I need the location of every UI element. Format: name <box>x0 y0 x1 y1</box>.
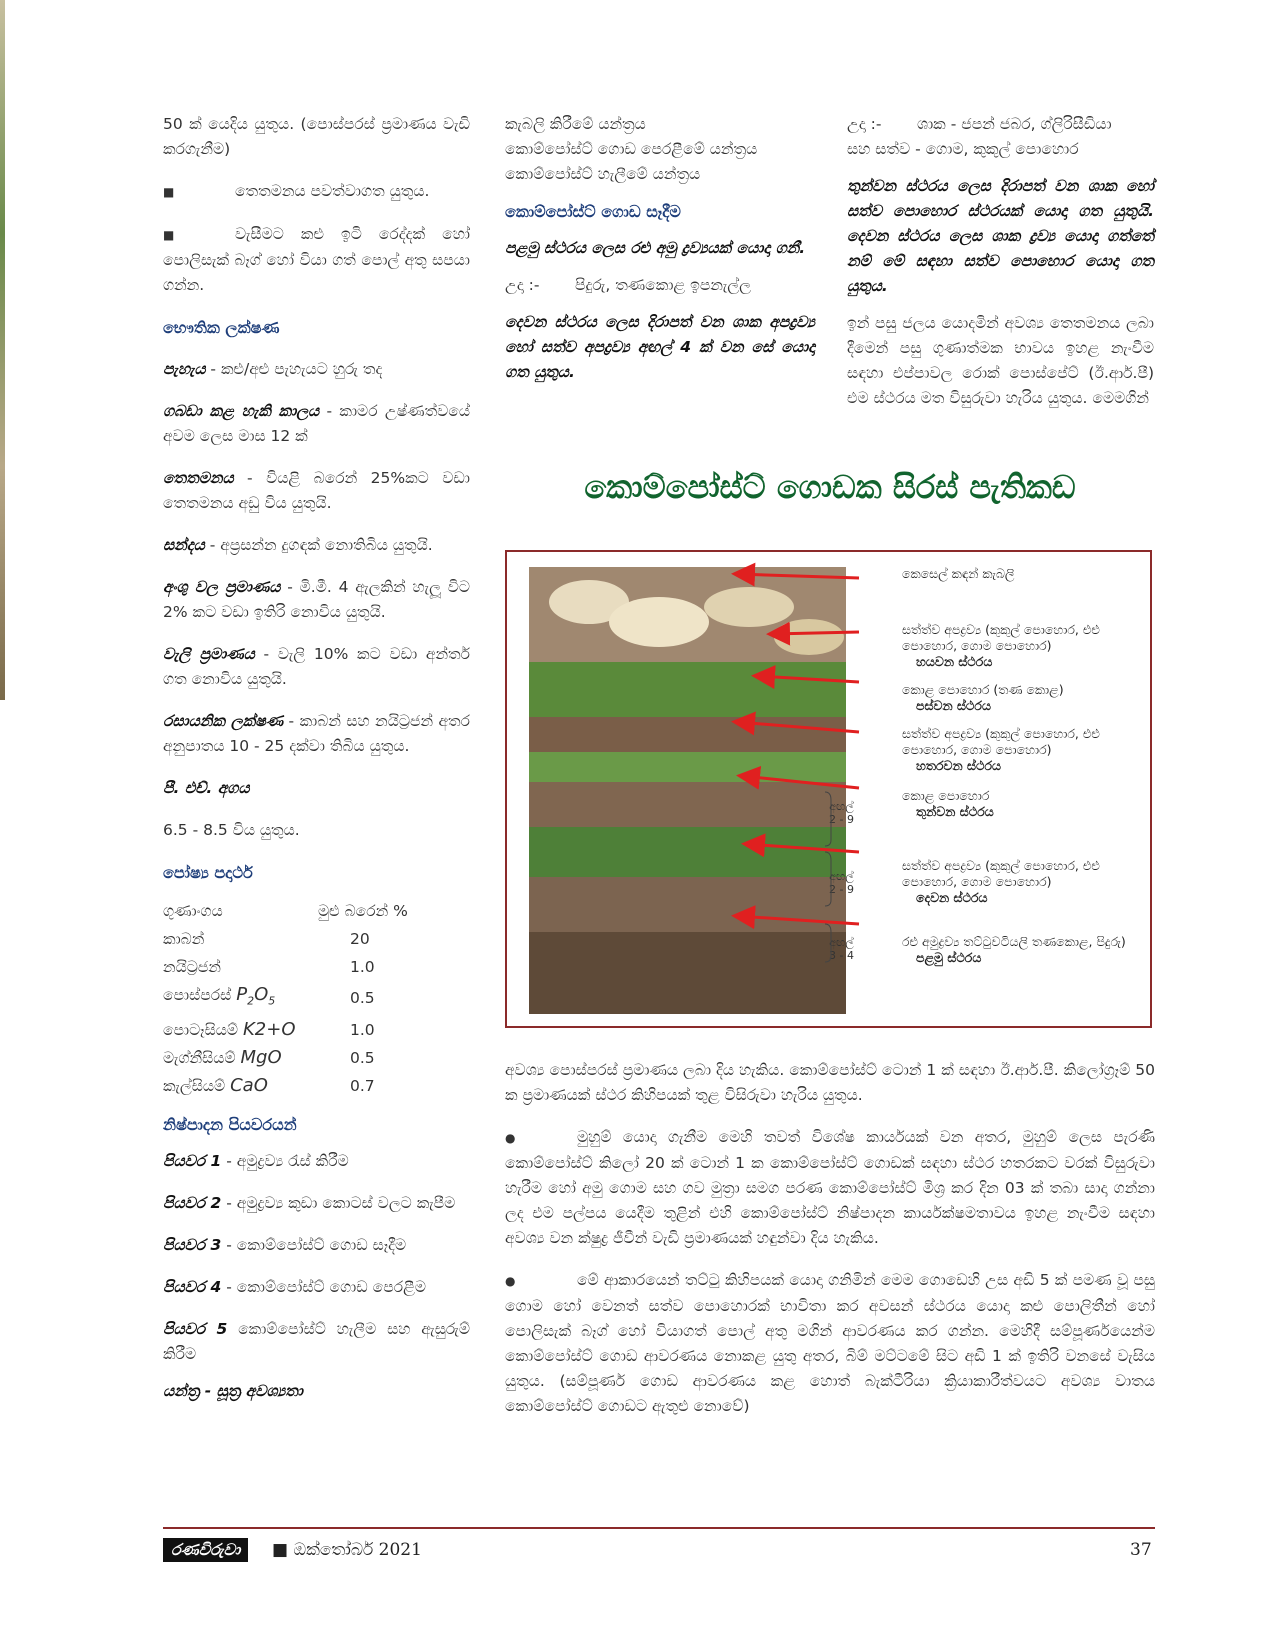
property: වැලි ප්‍රමාණය - වැලි 10% කට වඩා අන්තර් ගත නොවිය යුතුයි. <box>163 645 471 688</box>
step-item: පියවර 5 කොම්පෝස්ට් හැලීම සහ ඇසුරුම් කිරීම <box>163 1319 470 1363</box>
steps-heading: නිෂ්පාදන පියවරයන් <box>163 1114 297 1134</box>
arrow-icon <box>757 676 859 682</box>
layer2-text: දෙවන ස්ථරය ලෙස දිරාපත් වන ශාක අපද්‍රව්‍ය හෝ සත්ව අපද්‍රව්‍ය අඟල් 4 ක් වන සේ යොදා ගත යුතුය. <box>505 313 815 381</box>
table-row: කාබන් 20 <box>163 930 370 948</box>
page-number: 37 <box>1130 1540 1152 1560</box>
table-row: ගුණාංගය මුළු බරෙන් % <box>163 902 408 920</box>
bullet-item: ■ වැසීමට කළු ඉටි රෙද්දක් හෝ පොලිසැක් බෑග් හෝ වියා ගත් පොල් අතු සපයා ගන්න. <box>163 225 470 294</box>
machines-heading: යන්ත්‍ර - සූත්‍ර අවශ්‍යතා <box>163 1381 303 1400</box>
figure-label: කෙසෙල් කඳන් කැබලි <box>902 566 1015 581</box>
erp-dosage-paragraph: අවශ්‍ය පොස්පරස් ප්‍රමාණය ලබා දිය හැකිය. කොම්පෝස්ට් ටොන් 1 ක් සඳහා ඊ.ආර්.පී. කිලෝග්‍රෑම් 50 ක ප්‍රමාණයක් ස්ථර කිහිපයක් තුළ විසිරුවා හැරිය යුතුය. <box>505 1061 1155 1104</box>
footer-divider <box>163 1527 1155 1529</box>
formula: MgO <box>240 1046 282 1068</box>
example-line: උදා :- පිදුරු, තණකොළ ඉපනැල්ල <box>505 276 751 294</box>
column-1 <box>163 112 470 1404</box>
table-row: පොටෑසියම් K2+O 1.0 <box>163 1018 375 1040</box>
bullet-icon: ● <box>505 1274 516 1288</box>
arrow-icon <box>737 722 859 732</box>
arrow-icon <box>737 574 859 578</box>
bullet-icon: ■ <box>163 228 175 242</box>
step-item: පියවර 1 - අමුද්‍රව්‍ය රැස් කිරීම <box>163 1151 349 1170</box>
example-line: සහ සත්ව - ගොම, කුකුල් පොහොර <box>847 140 1079 158</box>
bottom-text <box>505 1058 1155 1419</box>
figure-label: කොළ පොහොර තුන්වන ස්ථරය <box>902 788 994 819</box>
machine-item: කොම්පෝස්ට් හැලීමේ යන්ත්‍රය <box>505 165 701 183</box>
depth-bracket: අඟල් 2 - 9 <box>829 870 854 896</box>
table-row: නයිට්‍රජන් 1.0 <box>163 958 375 976</box>
nutrients-heading: පෝෂ්‍ය පදාර්ථ <box>163 863 253 882</box>
depth-bracket: අඟල් 2 - 9 <box>829 800 854 826</box>
arrow-overlay <box>507 552 1154 1030</box>
property: අංශු වල ප්‍රමාණය - මි.මී. 4 ඇලකින් හැලූ විට 2% කට වඩා ඉතිරි නොවිය යුතුයි. <box>163 578 470 621</box>
arrow-icon <box>737 916 859 924</box>
issue-date: ■ ඔක්තෝබර් 2021 <box>272 1540 422 1560</box>
depth-bracket: අඟල් 3 - 4 <box>829 936 854 962</box>
figure-label: සත්ත්ව අපද්‍රව්‍ය (කුකුල් පොහොර, එළු පොහොර, ගොම පොහොර) දෙවන ස්ථරය <box>902 858 1100 905</box>
property: පැහැය - කළු/අළු පැහැයට හුරු තද <box>163 360 383 378</box>
bracket-shape <box>825 852 831 906</box>
step-item: පියවර 2 - අමුද්‍රව්‍ය කුඩා කොටස් වලට කැපීම <box>163 1193 456 1212</box>
arrow-icon <box>747 844 859 852</box>
physical-heading: භෞතික ලක්ෂණ <box>163 318 280 337</box>
bullet-item: ■ තෙතමනය පවත්වාගත යුතුය. <box>163 179 470 205</box>
step-item: පියවර 3 - කොම්පෝස්ට් ගොඩ සෑදීම <box>163 1235 407 1254</box>
figure-label: සත්ත්ව අපද්‍රව්‍ය (කුකුල් පොහොර, එළු පොහොර, ගොම පොහොර) හයවන ස්ථරය <box>902 622 1100 669</box>
table-row: කැල්සියම් CaO 0.7 <box>163 1074 375 1096</box>
step-item: පියවර 4 - කොම්පෝස්ට් ගොඩ පෙරළීම <box>163 1277 427 1296</box>
arrow-icon <box>772 632 859 634</box>
column-3 <box>847 112 1154 411</box>
intro-text: 50 ක් යෙදිය යුතුය. (පොස්පරස් ප්‍රමාණය වැඩි කරගැනීම) <box>163 115 470 158</box>
compost-profile-figure <box>505 550 1152 1028</box>
machine-item: කොම්පෝස්ට් ගොඩ පෙරළීමේ යන්ත්‍රය <box>505 140 758 158</box>
erp-paragraph: ඉන් පසු ජලය යොදමින් අවශ්‍ය තෙතමනය ලබා දීමෙන් පසු ගුණාත්මක භාවය ඉහළ නැංවීම සඳහා එප්පාවල රොක් පොස්පේට් (ඊ.ආර්.පී) එම ස්ථරය මත විසුරුවා හැරිය යුතුය. මෙමගින් <box>847 314 1154 407</box>
column-2 <box>505 112 815 385</box>
table-row: පොස්පරස් $P_2O_5$ 0.5 <box>163 984 375 1008</box>
property: තෙතමනය - වියළි බරෙන් 25%කට වඩා තෙතමනය අඩු විය යුතුයි. <box>163 469 470 512</box>
ph-label: පී. එච්. අගය <box>163 779 250 797</box>
figure-label: රළු අමුද්‍රව්‍ය තට්ටුවටියලි තණකොළ, පිදුරු) පළමු ස්ථරය <box>902 934 1126 965</box>
magazine-logo: රණවිරුවා <box>163 1538 248 1562</box>
left-edge-strip <box>0 0 5 700</box>
figure-label: කොළ පොහොර (තණ කොළ) පස්වන ස්ථරය <box>902 682 1064 713</box>
arrow-icon <box>742 776 859 788</box>
bullet-icon: ● <box>505 1131 516 1145</box>
property: රසායනික ලක්ෂණ - කාබන් සහ නයිට්‍රජන් අතර අනුපාතය 10 - 25 දක්වා තිබිය යුතුය. <box>163 712 470 755</box>
bullet-item: ● මේ ආකාරයෙන් තට්ටු කිහිපයක් යොදා ගනිමින් මෙම ගොඩෙහි උස අඩි 5 ක් පමණ වූ පසු ගොම හෝ වෙනත් සත්ව පොහොරක් භාවිතා කර අවසන් ස්ථරය යොදා කළු පොලිතීන් හෝ පොලිසැක් බෑග් හෝ වියාගත් පොල් අතු මගින් ආවරණය කර ගන්න. මෙහිදී සම්පූර්ණයෙන්ම කොම්පෝස්ට් ගොඩ ආවරණය නොකළ යුතු අතර, බිම් මට්ටමේ සිට අඩි 1 ක් ඉතිරි වනසේ වැසිය යුතුය. (සම්පූර්ණ ගොඩ ආවරණය කළ හොත් බැක්ටීරියා ක්‍රියාකාරීත්වයට අවශ්‍ය වාතය කොම්පෝස්ට් ගොඩට ඇතුළු නොවේ) <box>505 1271 1155 1415</box>
layer1-text: පළමු ස්ථරය ලෙස රළු අමු ද්‍රව්‍යයක් යොදා ගනී. <box>505 239 806 257</box>
bracket-shape <box>825 792 831 846</box>
property: ගබඩා කළ හැකි කාලය - කාමර උෂ්ණත්වයේ අවම ලෙස මාස 12 ක් <box>163 402 471 445</box>
bullet-item: ● මුහුම් යොදා ගැනීම මෙහි තවත් විශේෂ කාර්යයක් වන අතර, මුහුම් ලෙස පැරණි කොම්පෝස්ට් කිලෝ 20 ක් ටොන් 1 ක කොම්පෝස්ට් ගොඩක් සඳහා ස්ථර හතරකට වරක් විසුරුවා හැරීම හෝ අමු ගොම සහ ගව මුත්‍රා සමග පරණ කොම්පෝස්ට් මිශ්‍ර කර දින 03 ක් තබා සාදා ගන්නා ලද එම පල්පය යෙදීම තුළින් එහි කොම්පෝස්ට් නිෂ්පාදන කාර්යක්ෂමතාවය ඉහළ නැංවීම සඳහා අවශ්‍ය වන ක්ෂුද්‍ර ජීවීන් වැඩි ප්‍රමාණයක් හඳුන්වා දිය හැකිය. <box>505 1128 1155 1247</box>
layer3-text: තුන්වන ස්ථරය ලෙස දිරාපත් වන ශාක හෝ සත්ව පොහොර ස්ථරයක් යොදා ගත යුතුයි. දෙවන ස්ථරය ලෙස ශාක ද්‍රව්‍ය යොදා ගත්තේ නම් මේ සඳහා සත්ව පොහොර යොදා ගත යුතුය. <box>847 177 1154 295</box>
machine-item: කැබලි කිරීමේ යන්ත්‍රය <box>505 115 646 133</box>
nutrients-table <box>163 897 408 1100</box>
build-heading: කොම්පෝස්ට් ගොඩ සෑදීම <box>505 202 681 221</box>
example-line: උදා :- ශාක - ජපන් ජබර, ග්ලිරිසීඩියා <box>847 115 1112 133</box>
formula: $P_2O_5$ <box>236 984 276 1008</box>
ph-text: 6.5 - 8.5 විය යුතුය. <box>163 821 300 839</box>
formula: CaO <box>230 1074 268 1096</box>
figure-label: සත්ත්ව අපද්‍රව්‍ය (කුකුල් පොහොර, එළු පොහොර, ගොම පොහොර) හතරවන ස්ථරය <box>902 726 1100 773</box>
property: සන්දය - අප්‍රසන්න දුගඳක් නොතිබිය යුතුයි. <box>163 536 433 554</box>
bracket-shape <box>825 924 831 962</box>
page-headline: කොම්පෝස්ට් ගොඩක සිරස් පැතිකඩ <box>584 468 1076 506</box>
table-row: මැග්නීසියම් MgO 0.5 <box>163 1046 375 1068</box>
bullet-icon: ■ <box>163 185 175 199</box>
formula: K2+O <box>243 1018 296 1040</box>
